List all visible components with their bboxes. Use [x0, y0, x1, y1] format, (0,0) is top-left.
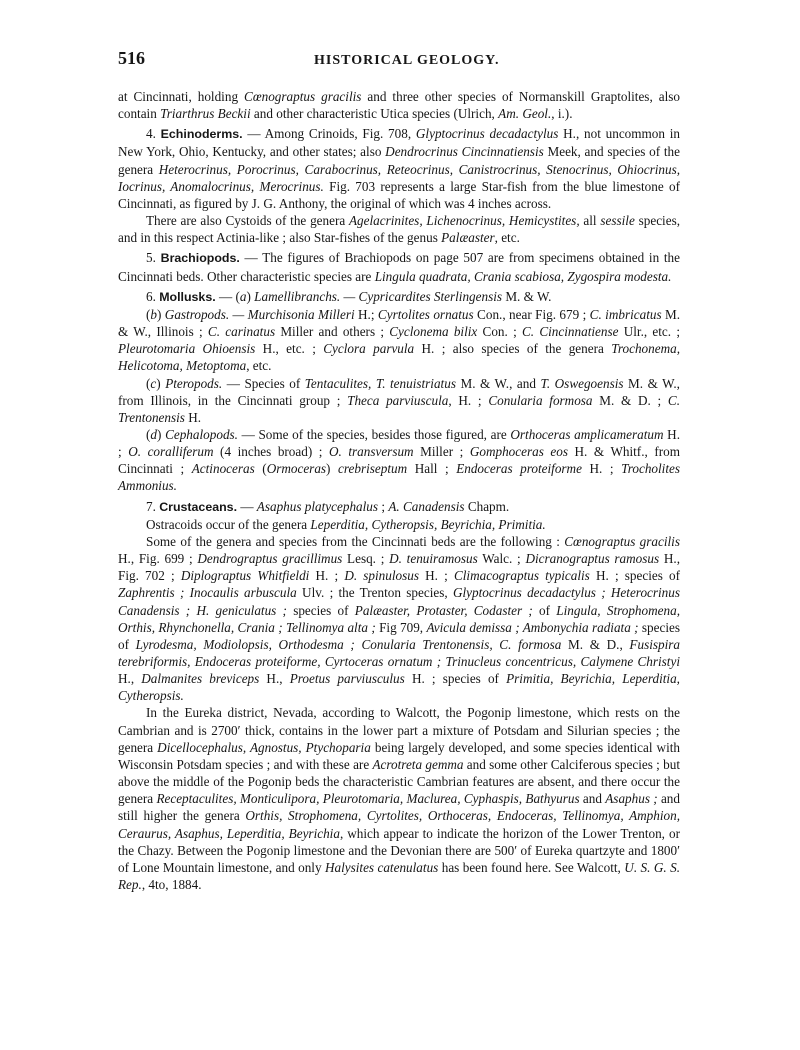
text-run: H. ; also species of the genera: [414, 341, 612, 357]
text-run: , which appear to indicate the horizon of the Lower Trenton, or the Chazy. Between the Pogonip limestone and the Devonian there are 500′ of Eureka quartzyte and 1800′ of Lone Mountain limestone, and only: [118, 825, 680, 875]
italic-run: Dicellocephalus, Agnostus, Ptychoparia: [157, 739, 371, 755]
italic-run: Cyrtolites ornatus: [377, 306, 474, 322]
italic-run: Palæaster, Protaster, Codaster ;: [354, 602, 533, 618]
page-number: 516: [118, 48, 145, 68]
italic-run: Gastropods. — Murchisonia Milleri: [164, 306, 355, 322]
italic-run: Cyclonema bilix: [389, 324, 478, 340]
italic-run: Lingula quadrata, Crania scabiosa, Zygospira modesta.: [374, 268, 672, 284]
text-run: Con. ;: [477, 324, 522, 340]
text-run: Fig 709,: [375, 619, 427, 635]
text-run: ): [326, 461, 339, 477]
text-run: (: [146, 426, 151, 442]
italic-run: Halysites catenulatus: [324, 859, 439, 875]
text-run: 4.: [146, 126, 161, 142]
italic-run: A. Canadensis: [388, 498, 465, 514]
section-heading: Brachiopods.: [160, 251, 240, 266]
running-head: HISTORICAL GEOLOGY.: [314, 53, 500, 68]
text-run: ): [246, 288, 255, 304]
text-run: of: [532, 602, 557, 618]
italic-run: Lingula, Strophomena, Orthis, Rhynchonella, Crania ; Tellinomya alta ;: [118, 602, 680, 635]
italic-run: D. tenuiramosus: [389, 551, 478, 567]
italic-run: Pteropods.: [165, 375, 223, 391]
italic-run: U. S. G. S. Rep.: [118, 859, 680, 893]
text-run: being largely developed, and some species identical with Wisconsin Potsdam species ; and with these are: [118, 739, 680, 772]
text-run: H., Fig. 699 ;: [118, 551, 198, 567]
text-run: M. & W., Illinois ;: [118, 306, 681, 340]
italic-run: Cephalopods.: [165, 426, 238, 442]
italic-run: Glyptocrinus decadactylus: [415, 126, 559, 142]
italic-run: Endoceras proteiforme: [456, 461, 582, 477]
text-run: There are also Cystoids of the genera: [146, 213, 349, 229]
text-run: H.;: [354, 306, 378, 322]
text-run: —: [237, 498, 257, 514]
text-run: H. ;: [419, 568, 454, 584]
text-run: 5.: [146, 250, 161, 266]
italic-run: Agelacrinites, Lichenocrinus, Hemicystites,: [349, 213, 580, 229]
text-run: , etc.: [246, 358, 272, 374]
text-run: (4 inches broad) ;: [213, 444, 329, 460]
italic-run: Dendrocrinus Cincinnatiensis: [385, 144, 544, 160]
text-run: species of: [118, 619, 680, 652]
text-run: (: [254, 461, 267, 477]
text-run: ): [156, 375, 166, 391]
italic-run: Primitia, Beyrichia, Leperditia, Cytheropsis.: [118, 671, 680, 704]
text-run: H.: [184, 409, 202, 425]
italic-run: Gomphoceras eos: [469, 444, 568, 460]
paragraph: [118, 212, 680, 246]
italic-run: Ormoceras: [266, 461, 327, 477]
text-run: M. & W.: [502, 288, 552, 304]
text-run: , H. ;: [448, 392, 489, 408]
italic-run: C. Cincinnatiense: [522, 324, 619, 340]
text-run: Hall ;: [407, 461, 457, 477]
text-run: Ostracoids occur of the genera: [146, 516, 311, 532]
italic-run: Proetus parviusculus: [289, 671, 405, 687]
text-run: Ulv. ; the Trenton species,: [296, 585, 453, 601]
italic-run: Palæaster: [441, 230, 495, 246]
italic-run: Theca parviuscula: [347, 392, 449, 408]
italic-run: c: [150, 375, 157, 391]
text-run: and some other Calciferous species ; but above the middle of the Pogonip beds the characteristic Cambrian features are absent, and there occur the genera: [118, 756, 681, 807]
italic-run: sessile: [600, 213, 635, 229]
page-header: [118, 48, 680, 74]
text-run: has been found here. See Walcott,: [438, 859, 625, 875]
paragraph: [118, 426, 680, 495]
text-run: H. ; species of: [589, 568, 681, 584]
text-run: — Some of the species, besides those figured, are: [237, 426, 511, 442]
text-run: (: [146, 375, 151, 391]
italic-run: a: [239, 288, 247, 304]
text-run: and three other species of Normanskill Graptolites, also contain: [118, 89, 680, 122]
paragraph: [118, 125, 680, 212]
paragraph: [118, 533, 680, 705]
text-run: , etc.: [494, 230, 520, 246]
text-run: M. & D.,: [561, 636, 630, 652]
paragraph: [118, 516, 680, 533]
text-run: Some of the genera and species from the Cincinnati beds are the following :: [146, 533, 565, 549]
text-run: M. & W., from Illinois, in the Cincinnati group ;: [118, 375, 680, 408]
italic-run: Dicranograptus ramosus: [525, 551, 660, 567]
italic-run: Triarthrus Beckii: [160, 106, 251, 122]
text-run: — The figures of Brachiopods on page 507 are from specimens obtained in the Cincinnati beds. Other characteristic species are: [118, 250, 680, 284]
text-run: H. ;: [118, 426, 680, 460]
italic-run: Dalmanites breviceps: [141, 671, 260, 687]
italic-run: T. Oswegoensis: [540, 375, 624, 391]
italic-run: Cœnograptus gracilis: [244, 89, 362, 104]
italic-run: Lyrodesma, Modiolopsis, Orthodesma ; Conularia Trentonensis, C. formosa: [135, 636, 562, 652]
text-run: M. & W., and: [455, 375, 541, 391]
text-run: ;: [378, 498, 389, 514]
section-heading: Mollusks.: [159, 289, 216, 304]
text-run: and still higher the genera: [118, 791, 680, 824]
paragraph: [118, 498, 680, 516]
paragraph: [118, 288, 680, 306]
paragraph: [118, 375, 680, 426]
text-run: Miller ;: [413, 444, 470, 460]
italic-run: d: [150, 426, 157, 442]
text-run: H.,: [118, 671, 142, 687]
text-run: , 4to, 1884.: [141, 877, 202, 893]
book-page: [118, 48, 680, 893]
italic-run: Actinoceras: [191, 461, 255, 477]
italic-run: Dendrograptus gracillimus: [197, 551, 343, 567]
italic-run: crebriseptum: [338, 461, 408, 477]
text-run: , i.).: [551, 106, 573, 122]
text-run: Con., near Fig. 679 ;: [473, 306, 590, 322]
text-run: and: [579, 791, 606, 807]
text-run: H., not uncommon in New York, Ohio, Kentucky, and other states; also: [118, 126, 680, 160]
italic-run: Pleurotomaria Ohioensis: [118, 341, 256, 357]
text-run: 7.: [146, 498, 160, 514]
section-heading: Echinoderms.: [160, 127, 243, 142]
italic-run: Tentaculites, T. tenuistriatus: [304, 375, 456, 391]
paragraph: [118, 704, 680, 893]
italic-run: Acrotreta gemma: [372, 756, 464, 772]
italic-run: C. Trentonensis: [118, 392, 681, 425]
text-run: (: [146, 306, 151, 322]
italic-run: D. spinulosus: [344, 568, 419, 584]
text-run: — Among Crinoids, Fig. 708,: [242, 126, 416, 142]
section-heading: Crustaceans.: [159, 499, 238, 514]
text-run: M. & D. ;: [592, 392, 668, 408]
italic-run: O. transversum: [329, 444, 414, 460]
text-run: Ulr., etc. ;: [618, 324, 681, 340]
italic-run: Climacograptus typicalis: [453, 568, 590, 584]
body-text: [118, 88, 680, 893]
italic-run: Asaphus ;: [605, 791, 658, 807]
text-run: and other characteristic Utica species (Ulrich,: [250, 106, 499, 122]
italic-run: Trocholites Ammonius.: [118, 461, 680, 494]
paragraph: [118, 306, 680, 375]
text-run: Fig. 703 represents a large Star-fish from the blue limestone of Cincinnati, as figured by J. G. Anthony, the original of which was 4 inches across.: [118, 178, 680, 211]
italic-run: b: [150, 306, 157, 322]
italic-run: Avicula demissa ; Ambonychia radiata ;: [426, 619, 639, 635]
text-run: 6.: [146, 288, 160, 304]
italic-run: Leperditia, Cytheropsis, Beyrichia, Primitia.: [310, 516, 546, 532]
italic-run: O. coralliferum: [128, 444, 214, 460]
text-run: all: [579, 213, 601, 229]
text-run: species of: [286, 602, 355, 618]
text-run: Chapm.: [464, 498, 510, 514]
text-run: Meek, and species of the genera: [118, 144, 681, 177]
text-run: species, and in this respect Actinia-like ; also Star-fishes of the genus: [118, 213, 680, 246]
text-run: Lesq. ;: [342, 551, 390, 567]
italic-run: Lamellibranchs. — Cypricardites Sterlingensis: [254, 288, 503, 304]
text-run: H., Fig. 702 ;: [118, 551, 680, 584]
text-run: H. ;: [309, 568, 345, 584]
italic-run: Fusispira terebriformis, Endoceras proteiforme, Cyrtoceras ornatum ; Trinucleus concentricus, Calymene Christyi: [118, 636, 680, 669]
text-run: at Cincinnati, holding: [118, 89, 245, 104]
italic-run: Cyclora parvula: [323, 341, 415, 357]
text-run: ): [157, 426, 166, 442]
text-run: In the Eureka district, Nevada, according to Walcott, the Pogonip limestone, which rests on the Cambrian and is 2700′ thick, contains in the lower part a mixture of Potsdam and Silurian species ; the genera: [118, 705, 680, 755]
italic-run: Asaphus platycephalus: [256, 498, 379, 514]
italic-run: Cœnograptus gracilis: [564, 533, 680, 549]
italic-run: Am. Geol.: [498, 106, 552, 122]
text-run: H.,: [259, 671, 290, 687]
italic-run: Trochonema, Helicotoma, Metoptoma: [118, 341, 680, 374]
italic-run: Diplograptus Whitfieldi: [180, 568, 310, 584]
text-run: — Species of: [222, 375, 305, 391]
paragraph: [118, 88, 680, 122]
italic-run: Zaphrentis ; Inocaulis arbuscula: [118, 585, 297, 601]
italic-run: C. imbricatus: [589, 306, 662, 322]
text-run: — (: [215, 288, 240, 304]
italic-run: C. carinatus: [207, 324, 276, 340]
text-run: H. ;: [581, 461, 622, 477]
italic-run: Glyptocrinus decadactylus ; Heterocrinus Canadensis ; H. geniculatus ;: [118, 585, 681, 618]
text-run: H. ; species of: [404, 671, 507, 687]
text-run: ): [157, 306, 165, 322]
text-run: Miller and others ;: [275, 324, 390, 340]
italic-run: Heterocrinus, Porocrinus, Carabocrinus, Reteocrinus, Canistrocrinus, Stenocrinus, Ohiocrinus, Iocrinus, Anomalocrinus, Merocrinus.: [118, 161, 680, 194]
italic-run: Orthis, Strophomena, Cyrtolites, Orthoceras, Endoceras, Tellinomya, Amphion, Ceraurus, Asaphus, Leperditia, Beyrichia: [118, 808, 680, 841]
italic-run: Orthoceras amplicameratum: [510, 426, 664, 442]
text-run: Walc. ;: [477, 551, 526, 567]
italic-run: Conularia formosa: [488, 392, 593, 408]
paragraph: [118, 249, 680, 284]
text-run: H., etc. ;: [255, 341, 324, 357]
italic-run: Receptaculites, Monticulipora, Pleurotomaria, Maclurea, Cyphaspis, Bathyurus: [156, 791, 580, 807]
text-run: H. & Whitf., from Cincinnati ;: [118, 444, 680, 477]
